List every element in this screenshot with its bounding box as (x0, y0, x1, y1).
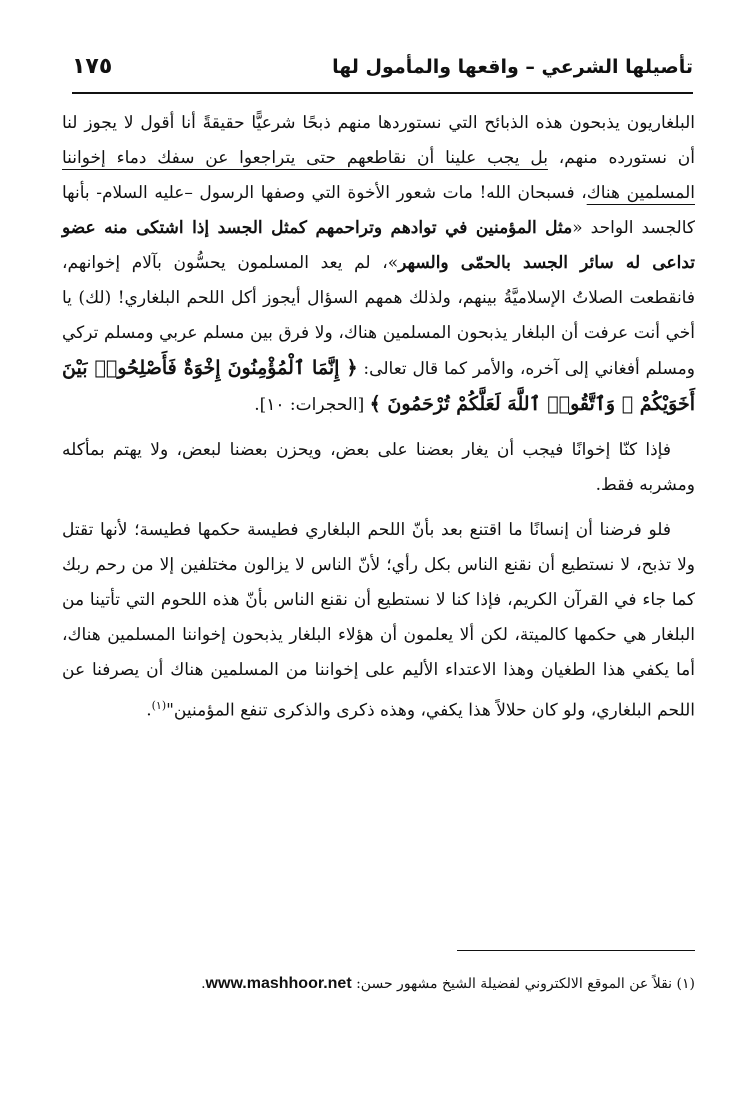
footnote-divider (457, 950, 695, 951)
footnote (60, 972, 695, 996)
quran-verse: ﴿ إِنَّمَا ٱلْمُؤْمِنُونَ إِخْوَةٌ فَأَصْلِحُوا۟ بَيْنَ أَخَوَيْكُمْ ۚ وَٱتَّقُوا۟ ٱللَّهَ لَعَلَّكُمْ تُرْحَمُونَ ﴾ (62, 357, 695, 415)
paragraph-1-tail: »، لم يعد المسلمون يحسُّون بآلام إخوانهم، فانقطعت الصلاتُ الإسلاميَّةُ بينهم، ولذلك همهم السؤال أيجوز أكل اللحم البلغاري! (لك) يا أخي أنت عرفت أن البلغار يذبحون المسلمين هناك، ولا فرق بين مسلم عربي ومسلم تركي ومسلم أفغاني إلى آخره، والأمر كما قال تعالى: (62, 253, 695, 379)
footnote-reference: (١) (151, 699, 167, 712)
paragraph-2: فإذا كنّا إخوانًا فيجب أن يغار بعضنا على بعض، ويحزن بعضنا لبعض، ولا يهتم بمأكله ومشربه فقط. (62, 440, 695, 495)
verse-citation: [الحجرات: ١٠]. (254, 395, 370, 415)
paragraph-3-end: . (146, 700, 152, 721)
footnote-end: . (201, 976, 206, 992)
paragraph-1-lead: البلغاريون يذبحون هذه الذبائح التي نستوردها منهم ذبحًا شرعيًّا حقيقةً أنا أقول لا يجوز لنا أن نستورده منهم، (62, 113, 695, 168)
running-header (72, 52, 693, 94)
paragraph-3-text: فلو فرضنا أن إنسانًا ما اقتنع بعد بأنّ اللحم البلغاري فطيسة حكمها فطيسة؛ لأنها تقتل ولا تذبح، لا نستطيع أن نقنع الناس بكل رأي؛ لأنّ الناس لا يزالون مختلفين إلا من رحم ربك كما جاء في القرآن الكريم، فإذا كنا لا نستطيع أن نقنع الناس بأنّ هذه اللحوم التي تأتينا من البلغار هي حكمها كالميتة، لكن ألا يعلمون أن هؤلاء البلغار يذبحون إخواننا المسلمين هناك، أما يكفي هذا الطغيان وهذا الاعتداء الأليم على إخواننا من المسلمين هناك أن يصرفنا عن اللحم البلغاري، ولو كان حلالاً هذا يكفي، وهذه ذكرى والذكرى تنفع المؤمنين" (62, 520, 695, 721)
footnote-website: www.mashhoor.net (205, 975, 352, 992)
page-number: ١٧٥ (72, 54, 113, 79)
paragraph-1-middle: ، فسبحان الله! مات شعور الأخوة التي وصفها الرسول –عليه السلام- بأنها كالجسد الواحد « (62, 183, 695, 238)
paragraph-1 (62, 106, 695, 423)
paragraph-3 (62, 513, 695, 729)
footnote-marker: (١) (676, 976, 695, 992)
header-title: تأصيلها الشرعي – واقعها والمأمول لها (332, 56, 693, 78)
footnote-text: نقلاً عن الموقع الالكتروني لفضيلة الشيخ مشهور حسن: (351, 976, 673, 992)
underlined-phrase: بل يجب علينا أن نقاطعهم حتى يتراجعوا عن سفك دماء إخواننا المسلمين هناك (62, 148, 695, 203)
hadith-quote: مثل المؤمنين في توادهم وتراحمهم كمثل الجسد إذا اشتكى منه عضو تداعى له سائر الجسد بالحمّى والسهر (62, 218, 696, 273)
main-text (62, 106, 695, 729)
